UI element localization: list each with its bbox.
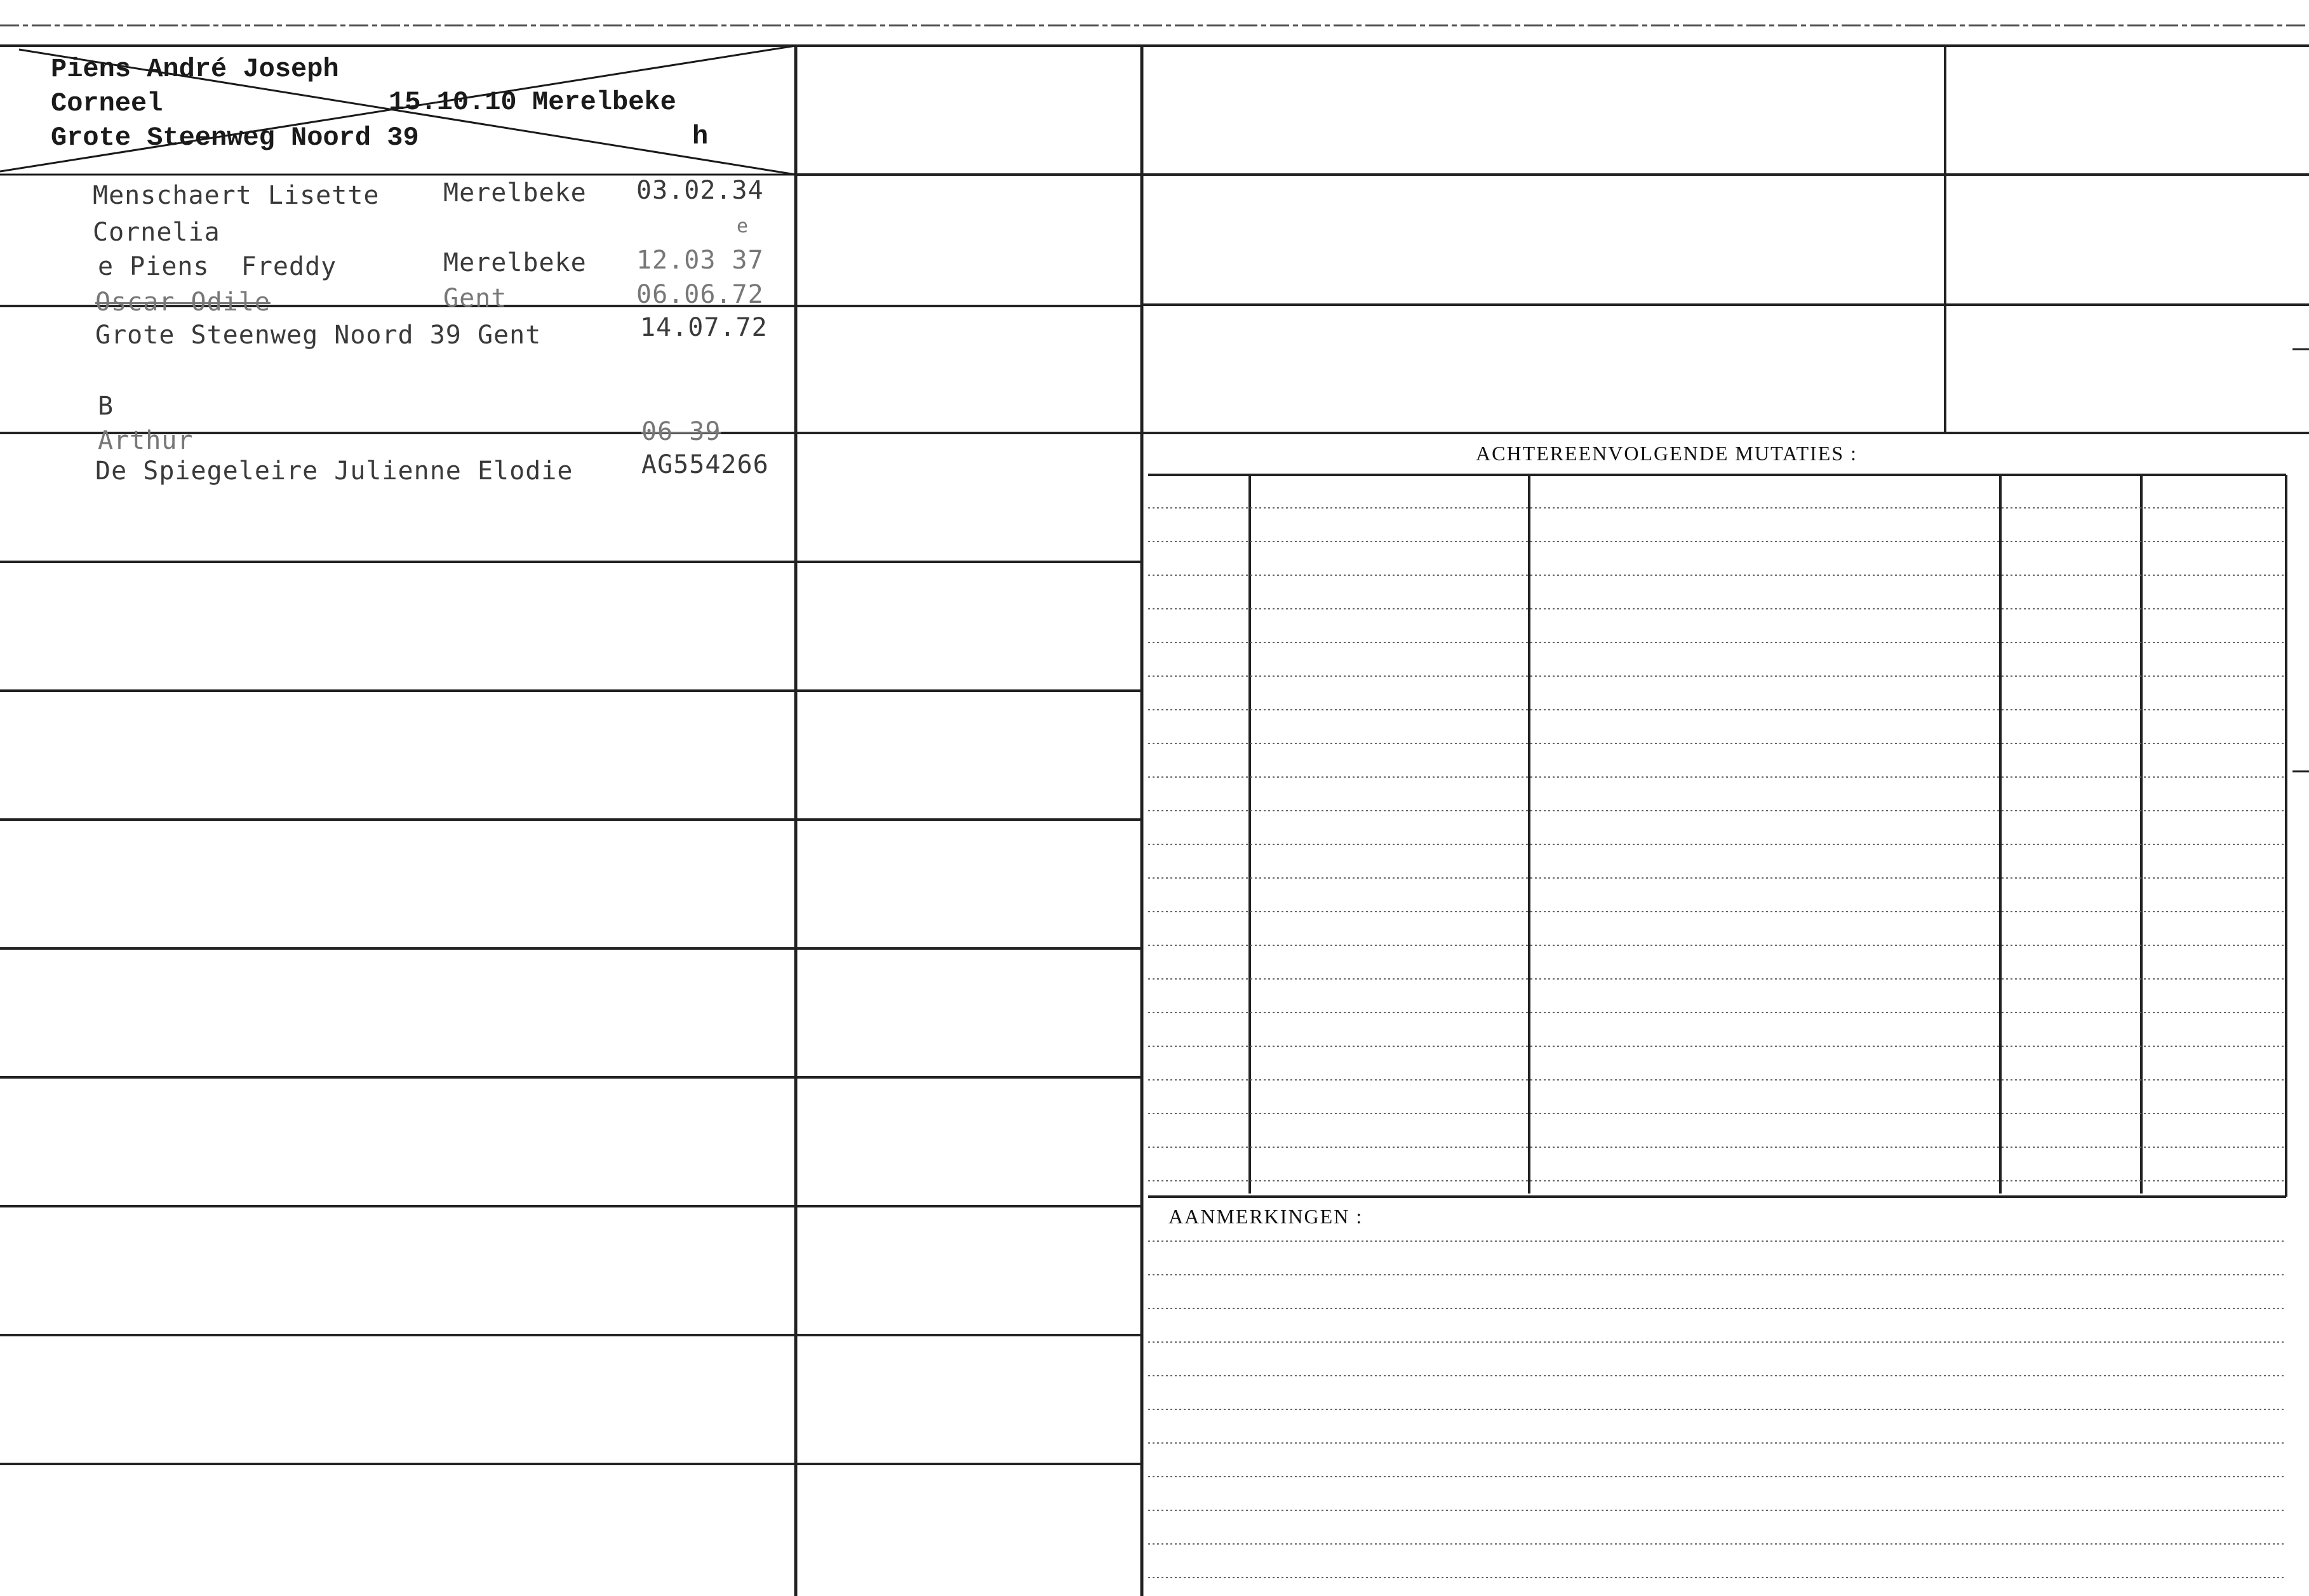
person-4-date: 06.06.72 bbox=[636, 280, 764, 309]
person-1-name: Menschaert Lisette bbox=[93, 181, 380, 210]
person-1-place: Merelbeke bbox=[443, 178, 587, 208]
mutaties-title: ACHTEREENVOLGENDE MUTATIES : bbox=[1476, 442, 1857, 465]
header-address: Grote Steenweg Noord 39 bbox=[51, 123, 419, 153]
person-2-date: e bbox=[737, 215, 749, 237]
person-4-name: Oscar Odile bbox=[95, 288, 271, 317]
extra-letter: B bbox=[98, 392, 114, 421]
person-4-place: Gent bbox=[443, 284, 507, 313]
header-first-name: Corneel bbox=[51, 88, 163, 119]
person-1-date: 03.02.34 bbox=[636, 176, 764, 205]
header-mark: h bbox=[692, 121, 709, 152]
extra-arthur-date: 06 39 bbox=[641, 417, 721, 446]
person-5-address: Grote Steenweg Noord 39 Gent bbox=[95, 321, 542, 350]
person-3-place: Merelbeke bbox=[443, 248, 587, 277]
person-3-date: 12.03 37 bbox=[636, 246, 764, 275]
extra-code: AG554266 bbox=[641, 450, 769, 479]
extra-arthur: Arthur bbox=[98, 426, 194, 455]
person-2-name: Cornelia bbox=[93, 218, 220, 247]
person-5-date: 14.07.72 bbox=[640, 313, 768, 342]
extra-spouse: De Spiegeleire Julienne Elodie bbox=[95, 456, 573, 486]
header-name-line: Piens André Joseph bbox=[51, 54, 339, 84]
aanmerkingen-title: AANMERKINGEN : bbox=[1168, 1205, 1363, 1228]
header-birth-place: Merelbeke bbox=[532, 87, 676, 117]
header-birth-date: 15.10.10 bbox=[389, 87, 517, 117]
person-3-name: e Piens Freddy bbox=[98, 252, 337, 281]
